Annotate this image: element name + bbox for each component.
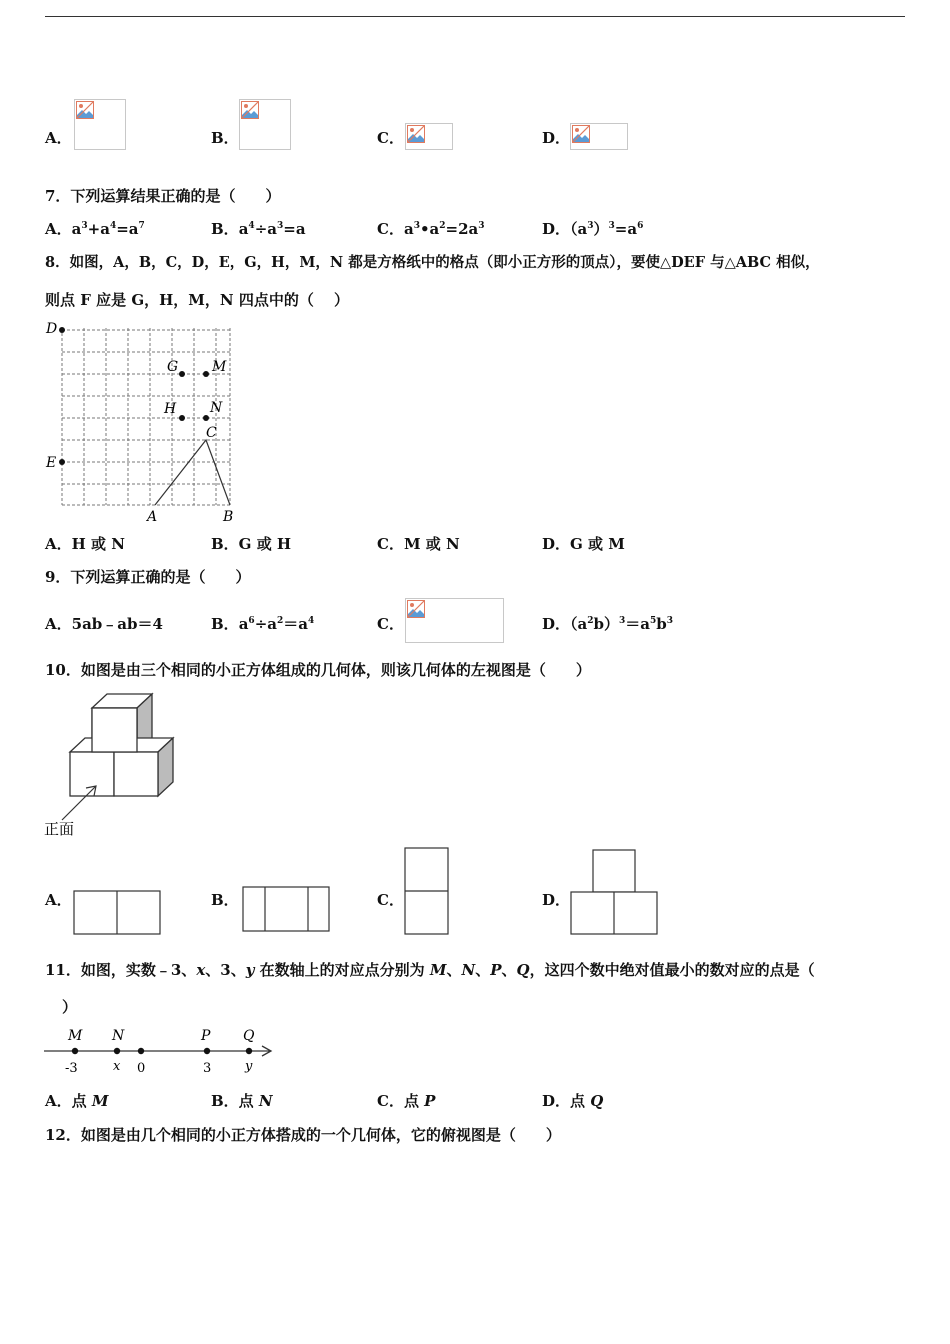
broken-image-icon [76,101,94,119]
q8-grid-figure [42,318,242,526]
label-e: E [46,455,57,471]
q11-stem-line1: 11．如图，实数﹣3、x、3、y 在数轴上的对应点分别为 M、N、P、Q，这四个数中绝对值最小的数对应的点是（ [45,961,815,979]
front-label: 正面 [44,820,75,838]
point-q [246,1048,252,1054]
point-n [203,415,209,421]
q10-option-b-figure [242,886,332,934]
q10-option-c-figure [404,847,452,937]
q7-option-c: C．$a^3•a^2=2a^3$ [377,220,485,238]
label-c: C [206,425,217,441]
point-e [59,459,65,465]
q11-stem-line2: ） [62,998,78,1016]
q9-option-a: A．5ab﹣ab＝4 [45,615,163,633]
nl-value-p: 3 [203,1061,212,1076]
nl-value-n: x [113,1059,121,1074]
q6-option-b-label: B． [211,129,239,147]
q7-option-d: D．$(a^3)^3=a^6$ [542,220,644,238]
point-g [179,371,185,377]
q10-option-a-figure [73,890,163,936]
nl-label-q: Q [243,1028,255,1044]
q10-option-a-label: A． [45,891,72,909]
triangle-abc [155,440,230,505]
q8-option-b: B．G 或 H [211,535,292,553]
label-g: G [167,359,179,375]
q12-stem: 12．如图是由几个相同的小正方体搭成的一个几何体，它的俯视图是（ ） [45,1126,561,1144]
q10-option-d-figure [570,849,660,937]
broken-image-icon [241,101,259,119]
nl-value-q: y [245,1059,253,1074]
q10-option-c-label: C． [377,891,404,909]
q8-option-c: C．M 或 N [377,535,460,553]
point-m [72,1048,78,1054]
point-d [59,327,65,333]
q10-cube-figure [42,688,187,840]
label-h: H [164,401,177,417]
header-rule [45,16,905,17]
point-n [114,1048,120,1054]
q9-option-d: D．$(a^2b)^3=a^5b^3$ [542,615,674,633]
broken-image-icon [407,600,425,618]
point-origin [138,1048,144,1054]
q11-option-a: A．点 M [45,1092,109,1110]
broken-image-icon [572,125,590,143]
point-m [203,371,209,377]
q6-option-c-image [405,123,453,150]
q6-option-a-label: A． [45,129,72,147]
nl-label-m: M [68,1028,83,1044]
q6-option-d-label: D． [542,129,571,147]
label-n: N [210,400,223,416]
q10-stem: 10．如图是由三个相同的小正方体组成的几何体，则该几何体的左视图是（ ） [45,661,591,679]
point-h [179,415,185,421]
q11-option-b: B．点 N [211,1092,273,1110]
q11-option-d: D．点 Q [542,1092,604,1110]
q11-number-line [42,1022,277,1078]
q8-option-d: D．G 或 M [542,535,625,553]
q9-option-c-image [405,598,504,643]
point-p [204,1048,210,1054]
q6-option-c-label: C． [377,129,404,147]
label-m: M [212,359,227,375]
q9-option-c-label: C． [377,615,404,633]
q10-option-b-label: B． [211,891,239,909]
label-b: B [223,509,234,525]
label-d: D [46,321,58,337]
q9-stem: 9．下列运算正确的是（ ） [45,568,251,586]
q7-option-b: B．$a^4\div a^3=a$ [211,220,306,238]
label-a: A [147,509,158,525]
broken-image-icon [407,125,425,143]
q10-option-d-label: D． [542,891,571,909]
q9-option-b: B．$a^6\div a^2=a^4$ [211,615,315,633]
q11-option-c: C．点 P [377,1092,436,1110]
nl-label-p: P [201,1028,211,1044]
q8-stem-line1: 8．如图，A，B，C，D，E，G，H，M，N 都是方格纸中的格点（即小正方形的顶点），要使△DEF 与△ABC 相似， [45,254,820,271]
q6-option-b-image [239,99,291,150]
nl-value-origin: 0 [137,1061,146,1076]
q8-option-a: A．H 或 N [45,535,125,553]
q6-option-a-image [74,99,126,150]
q7-option-a: A．$a^3+a^4=a^7$ [45,220,145,238]
nl-label-n: N [112,1028,125,1044]
nl-value-m: -3 [65,1061,78,1076]
q6-option-d-image [570,123,628,150]
q8-stem-line2: 则点 F 应是 G，H，M，N 四点中的（ ） [45,291,350,309]
q7-stem: 7．下列运算结果正确的是（ ） [45,187,281,205]
